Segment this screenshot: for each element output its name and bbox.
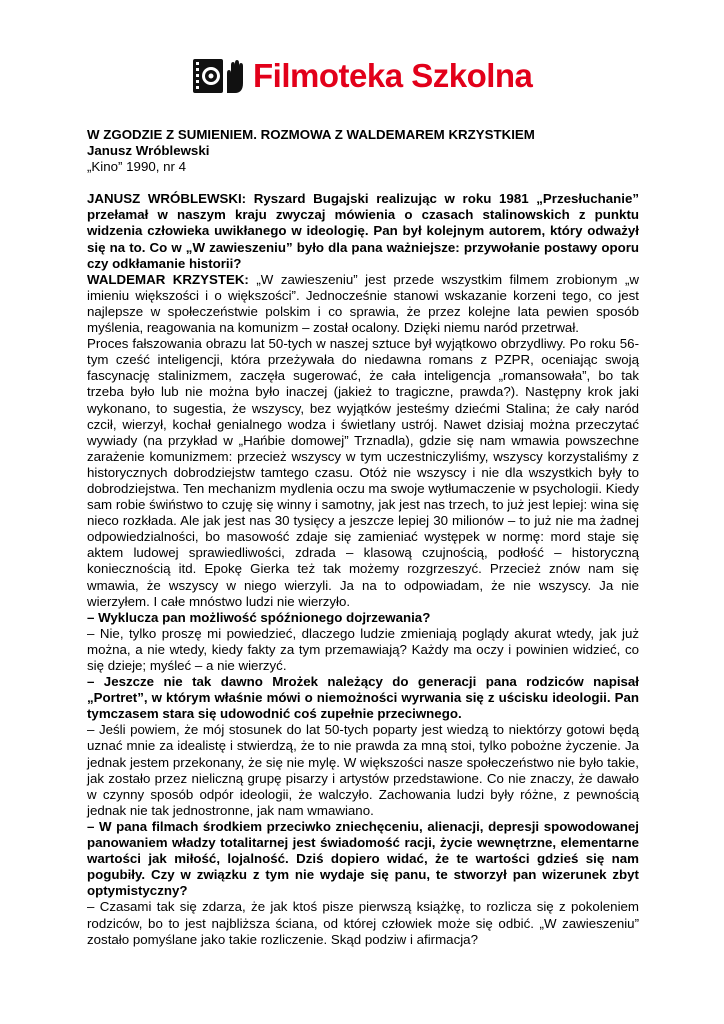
paragraph-text: „W zawieszeniu” jest przede wszystkim filmem zrobionym „w imieniu większości i o większości”. Jednocześnie stanowi wskazanie korzeni tego, co jest najlepsze w społeczeństwie polskim i co sprawia, że przez kolejne lata pewien sposób myślenia, reagowania na komunizm – został ocalony. Dzięki niemu naród przetrwał. xyxy=(87,271,640,336)
paragraph-text: – W pana filmach środkiem przeciwko zniechęceniu, alienacji, depresji spowodowanej panowaniem władzy totalitarnej jest świadomość racji, życie wewnętrzne, elementarne wartości jak miłość, lojalność. Dziś dopiero widać, że te wartości gdzieś się nam pogubiły. Czy w związku z tym nie wydaje się panu, te stworzył pan wizerunek zbyt optymistyczny? xyxy=(87,818,639,899)
paragraph xyxy=(87,674,639,722)
paragraph xyxy=(87,272,639,336)
paragraph-text: – Wyklucza pan możliwość spóźnionego dojrzewania? xyxy=(87,609,431,625)
paragraph xyxy=(87,899,639,947)
paragraph-text: – Czasami tak się zdarza, że jak ktoś pisze pierwszą książkę, to rozlicza się z pokoleniem rodziców, bo to jest najbliższa ściana, od której człowiek może się odbić. „W zawieszeniu” zostało pomyślane jako takie rozliczenie. Skąd podziw i afirmacja? xyxy=(87,899,639,947)
paragraph-list xyxy=(87,191,639,947)
paragraph xyxy=(87,336,639,610)
logo-text: Filmoteka Szkolna xyxy=(253,57,533,94)
speaker-label: WALDEMAR KRZYSTEK: xyxy=(87,271,249,287)
paragraph-text: JANUSZ WRÓBLEWSKI: Ryszard Bugajski realizując w roku 1981 „Przesłuchanie” przełamał w naszym kraju zwyczaj mówienia o czasach stalinowskich z punktu widzenia człowieka uwikłanego w ideologię. Pan był kolejnym autorem, który odważył się na to. Co w „W zawieszeniu” było dla pana ważniejsze: przywołanie postawy oporu czy odkłamanie historii? xyxy=(87,191,639,271)
film-camera-icon xyxy=(191,55,249,97)
paragraph xyxy=(87,819,639,899)
paragraph-text: Proces fałszowania obrazu lat 50-tych w naszej sztuce był wyjątkowo obrzydliwy. Po roku 56-tym cześć inteligencji, która przeżywała do niedawna romans z PZPR, oceniając swoją fascynację stalinizmem, zaczęła sugerować, że cała inteligencja „romansowała”, bo tak trzeba było lub nie można było inaczej (jakież to tragiczne, prawda?). Następny krok jaki wykonano, to sugestia, że wszyscy, bez wyjątków jesteśmy dziećmi Stalina; że cały naród czcił, wierzył, kochał genialnego wodza i świetlany ustrój. Nawet dzisiaj można przeczytać wywiady (na przykład w „Hańbie domowej” Trznadla), gdzie się nam wmawia powszechne zarażenie komunizmem: przecież wszyscy w tym uczestniczyliśmy, wszyscy korzystaliśmy z historycznych dobrodziejstw tamtego czasu. Otóż nie wszyscy i nie dla wszystkich były to dobrodziejstwa. Ten mechanizm mydlenia oczu ma swoje wytłumaczenie w psychologii. Kiedy sam robie świństwo to czuję się winny i samotny, jak jest nas trzech, to już jest lepiej: wina się nieco rozkłada. Ale jak jest nas 30 tysięcy a jeszcze lepiej 30 milionów – to już nie ma żadnej odpowiedzialności, bo masowość zdaje się zamieniać występek w normę: mord staje się aktem ludowej sprawiedliwości, zdrada – klasową czujnością, podłość – historyczną koniecznością itd. Epokę Gierka też tak możemy rozgrzeszyć. Przecież znów nam się wmawia, że wszyscy w niego wierzyli. Ja na to odpowiadam, że nie wszyscy. Ja nie wierzyłem. I całe mnóstwo ludzi nie wierzyło. xyxy=(87,336,639,609)
article-body xyxy=(87,127,639,948)
filmoteka-logo xyxy=(191,54,532,98)
paragraph-text: – Jeśli powiem, że mój stosunek do lat 50-tych poparty jest wiedzą to niektórzy gotowi będą uznać mnie za idealistę i stwierdzą, że to nie prawda za mną stoi, tylko pobożne życzenie. Ja jednak jestem przekonany, że się nie mylę. W większości nasze społeczeństwo nie było takie, jak zostało przez nieliczną grupę pisarzy i artystów przedstawione. Co nie znaczy, że dawało w czynny sposób odpór ideologii, że walczyło. Zachowania ludzi były różne, z pewnością jednak nie tak jednostronne, jak nam wmawiano. xyxy=(87,722,639,818)
paragraph xyxy=(87,626,639,674)
article-author: Janusz Wróblewski xyxy=(87,143,210,159)
paragraph-text: – Nie, tylko proszę mi powiedzieć, dlaczego ludzie zmieniają poglądy akurat wtedy, jak już można, a nie wtedy, kiedy fakty za tym przemawiają? Każdy ma oczy i powinien widzieć, co się dzieje; myśleć – a nie wierzyć. xyxy=(87,625,639,673)
article-title: W ZGODZIE Z SUMIENIEM. ROZMOWA Z WALDEMAREM KRZYSTKIEM xyxy=(87,127,535,142)
spacer xyxy=(87,175,639,191)
paragraph xyxy=(87,191,639,271)
paragraph xyxy=(87,722,639,819)
article-source: „Kino” 1990, nr 4 xyxy=(87,159,187,175)
paragraph xyxy=(87,610,639,626)
paragraph-text: – Jeszcze nie tak dawno Mrożek należący do generacji pana rodziców napisał „Portret”, w którym właśnie mówi o niemożności wyrwania się z uścisku ideologii. Pan tymczasem stara się udowodnić coś zupełnie przeciwnego. xyxy=(87,674,639,722)
